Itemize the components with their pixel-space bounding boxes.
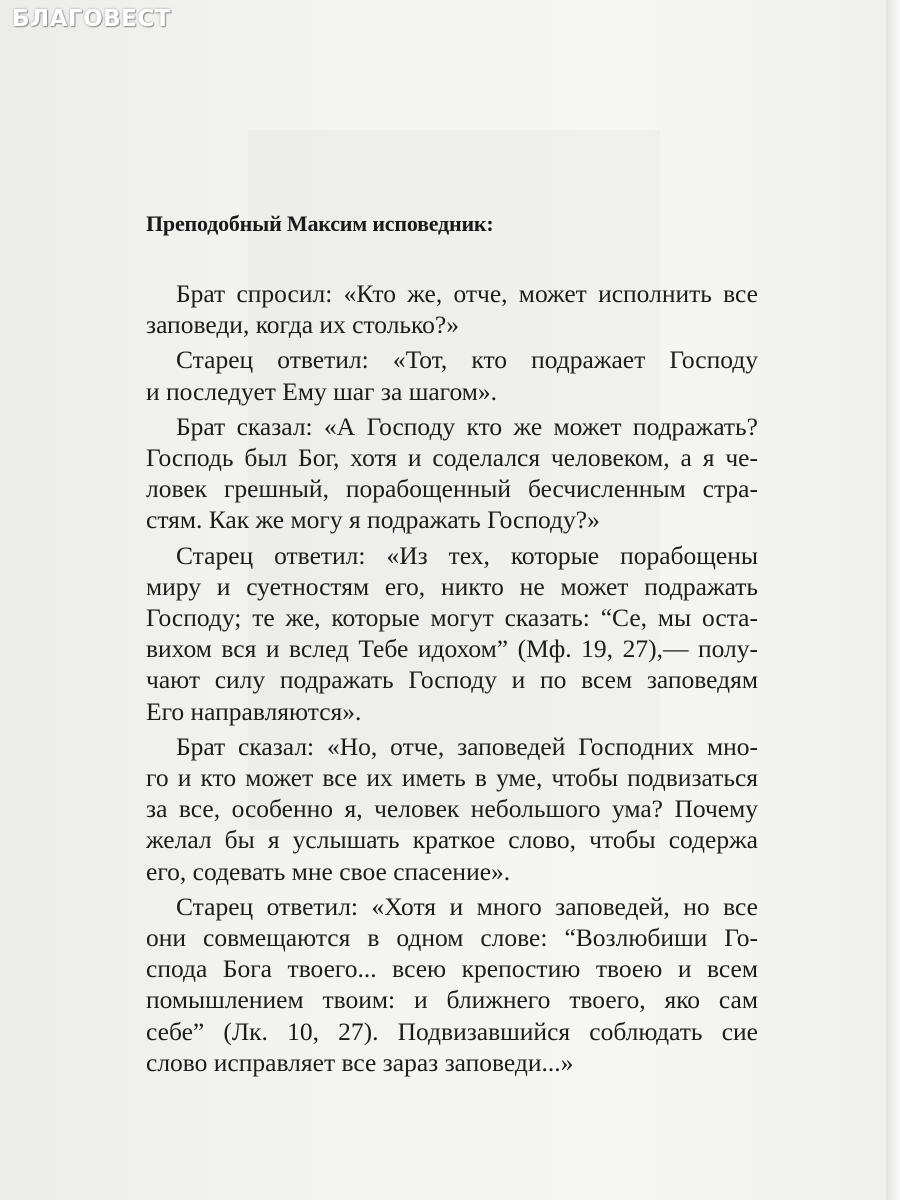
text-line: вихом вся и вслед Тебе идохом” (Мф. 19, 27),— полу-	[146, 634, 758, 664]
paragraph	[146, 540, 758, 727]
text-line: желал бы я услышать краткое слово, чтобы содержа	[146, 825, 758, 855]
text-line: заповеди, когда их столько?»	[146, 310, 459, 340]
section-heading: Преподобный Максим исповедник:	[146, 211, 494, 236]
paragraph	[146, 891, 758, 1078]
text-line: Старец ответил: «Хотя и много заповедей, но все	[176, 891, 758, 921]
page-edge	[886, 0, 900, 1200]
body-text	[146, 278, 758, 1082]
text-line: и последует Ему шаг за шагом».	[146, 376, 497, 406]
text-line: Брат спросил: «Кто же, отче, может исполнить все	[176, 279, 758, 308]
text-line: Господу; те же, которые могут сказать: “Се, мы оста-	[146, 603, 758, 633]
paragraph	[146, 731, 758, 887]
text-line: слово исправляет все зараз заповеди...»	[146, 1047, 574, 1077]
text-line: Брат сказал: «А Господу кто же может подражать?	[176, 411, 758, 441]
text-line: миру и суетностям его, никто не может подражать	[146, 571, 758, 601]
text-line: Его направляются».	[146, 696, 362, 726]
text-line: Старец ответил: «Тот, кто подражает Господу	[176, 345, 758, 375]
text-line: они совмещаются в одном слове: “Возлюбиши Го-	[146, 923, 758, 953]
watermark-logo: БЛАГОВЕСТ	[12, 6, 171, 32]
text-line: спода Бога твоего... всею крепостию твоею и всем	[146, 954, 758, 984]
text-line: его, содевать мне свое спасение».	[146, 856, 511, 886]
text-line: помышлением твоим: и ближнего твоего, яко сам	[146, 985, 758, 1015]
text-line: за все, особенно я, человек небольшого ума? Почему	[146, 794, 758, 824]
text-line: го и кто может все их иметь в уме, чтобы подвизаться	[146, 763, 758, 793]
text-line: Старец ответил: «Из тех, которые порабощены	[176, 540, 758, 570]
text-line: Брат сказал: «Но, отче, заповедей Господних мно-	[176, 731, 758, 761]
paragraph	[146, 278, 758, 340]
text-line: ловек грешный, порабощенный бесчисленным стра-	[146, 474, 758, 504]
paragraph	[146, 344, 758, 406]
text-line: стям. Как же могу я подражать Господу?»	[146, 505, 600, 535]
text-line: Господь был Бог, хотя и соделался человеком, а я че-	[146, 443, 758, 473]
paragraph	[146, 411, 758, 536]
text-line: себе” (Лк. 10, 27). Подвизавшийся соблюдать сие	[146, 1016, 758, 1046]
text-line: чают силу подражать Господу и по всем заповедям	[146, 665, 758, 695]
